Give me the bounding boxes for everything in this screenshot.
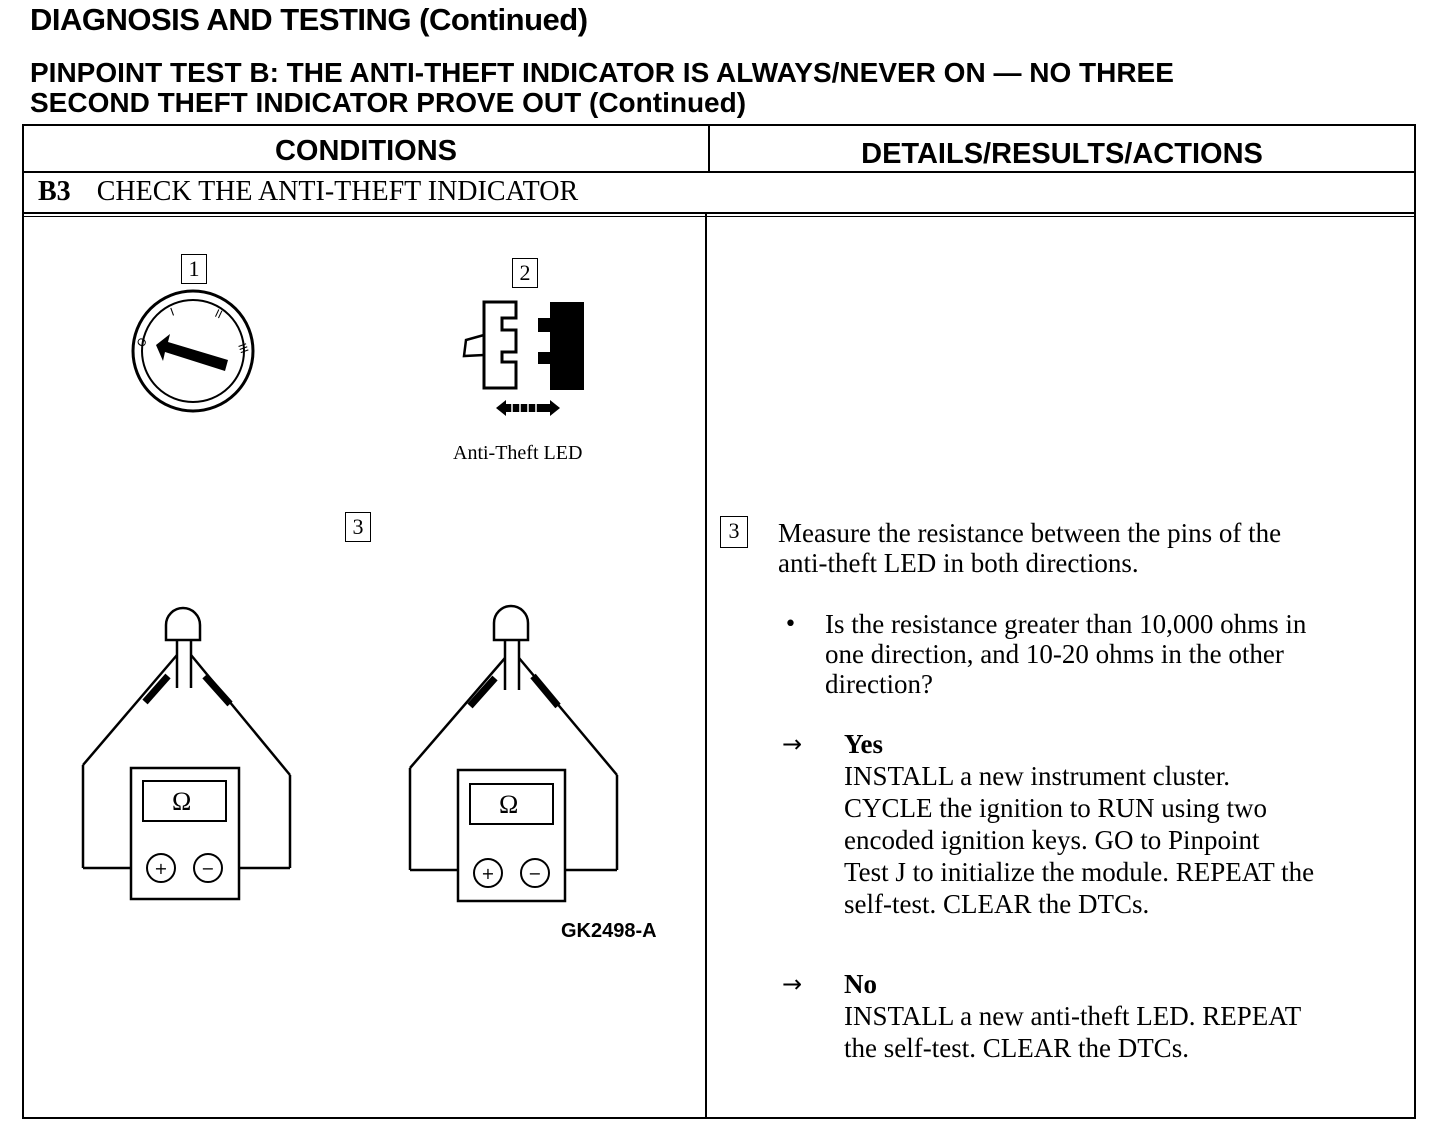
ohm-symbol-right: Ω <box>499 790 519 819</box>
yes-label: Yes <box>844 729 883 759</box>
bullet-icon: • <box>784 612 797 637</box>
ohm-symbol-left: Ω <box>172 787 192 816</box>
test-title-line1: PINPOINT TEST B: THE ANTI-THEFT INDICATOR IS ALWAYS/NEVER ON — NO THREE <box>30 57 1174 88</box>
actions-column-header: DETAILS/RESULTS/ACTIONS <box>861 138 1263 170</box>
question-line3: direction? <box>825 669 933 699</box>
yes-line3: encoded ignition keys. GO to Pinpoint <box>844 825 1260 855</box>
yes-line2: CYCLE the ignition to RUN using two <box>844 793 1268 823</box>
svg-text:III: III <box>235 341 251 356</box>
svg-text:+: + <box>481 864 495 883</box>
svg-text:+: + <box>154 859 168 878</box>
section-title: DIAGNOSIS AND TESTING (Continued) <box>30 2 588 37</box>
svg-text:II: II <box>212 306 225 322</box>
conditions-column-header: CONDITIONS <box>274 135 458 167</box>
instruction-text <box>778 518 1281 578</box>
details-callout-3: 3 <box>720 516 748 548</box>
no-label: No <box>844 969 877 999</box>
yes-line1: INSTALL a new instrument cluster. <box>844 761 1231 791</box>
svg-text:O: O <box>134 335 150 350</box>
step-title: CHECK THE ANTI-THEFT INDICATOR <box>96 176 579 207</box>
yes-result <box>844 728 1314 920</box>
ohmmeter-icon <box>83 608 290 899</box>
question-line1: Is the resistance greater than 10,000 ohms in <box>825 609 1307 639</box>
step-id: B3 <box>38 176 71 207</box>
instruction-line2: anti-theft LED in both directions. <box>778 548 1139 578</box>
arrow-right-icon: → <box>782 970 803 998</box>
ohmmeter-icon <box>410 606 617 901</box>
callout-3: 3 <box>345 512 371 542</box>
instruction-line1: Measure the resistance between the pins of the <box>778 518 1282 548</box>
question-text <box>825 609 1306 699</box>
test-title-line2: SECOND THEFT INDICATOR PROVE OUT (Continued) <box>30 87 747 118</box>
svg-text:−: − <box>201 859 215 878</box>
callout-1: 1 <box>181 254 207 284</box>
svg-text:−: − <box>528 864 542 883</box>
no-result <box>844 968 1301 1064</box>
no-line2: the self-test. CLEAR the DTCs. <box>844 1033 1189 1063</box>
no-line1: INSTALL a new anti-theft LED. REPEAT <box>844 1001 1302 1031</box>
yes-line5: self-test. CLEAR the DTCs. <box>844 889 1150 919</box>
callout-2: 2 <box>512 258 538 288</box>
svg-text:I: I <box>168 305 177 319</box>
question-line2: one direction, and 10-20 ohms in the other <box>825 639 1284 669</box>
led-connector-icon <box>464 302 584 416</box>
figure-id: GK2498-A <box>561 920 657 942</box>
arrow-right-icon: → <box>782 730 803 758</box>
ignition-switch-icon <box>133 291 253 411</box>
led-caption: Anti-Theft LED <box>453 442 583 464</box>
yes-line4: Test J to initialize the module. REPEAT the <box>844 857 1315 887</box>
